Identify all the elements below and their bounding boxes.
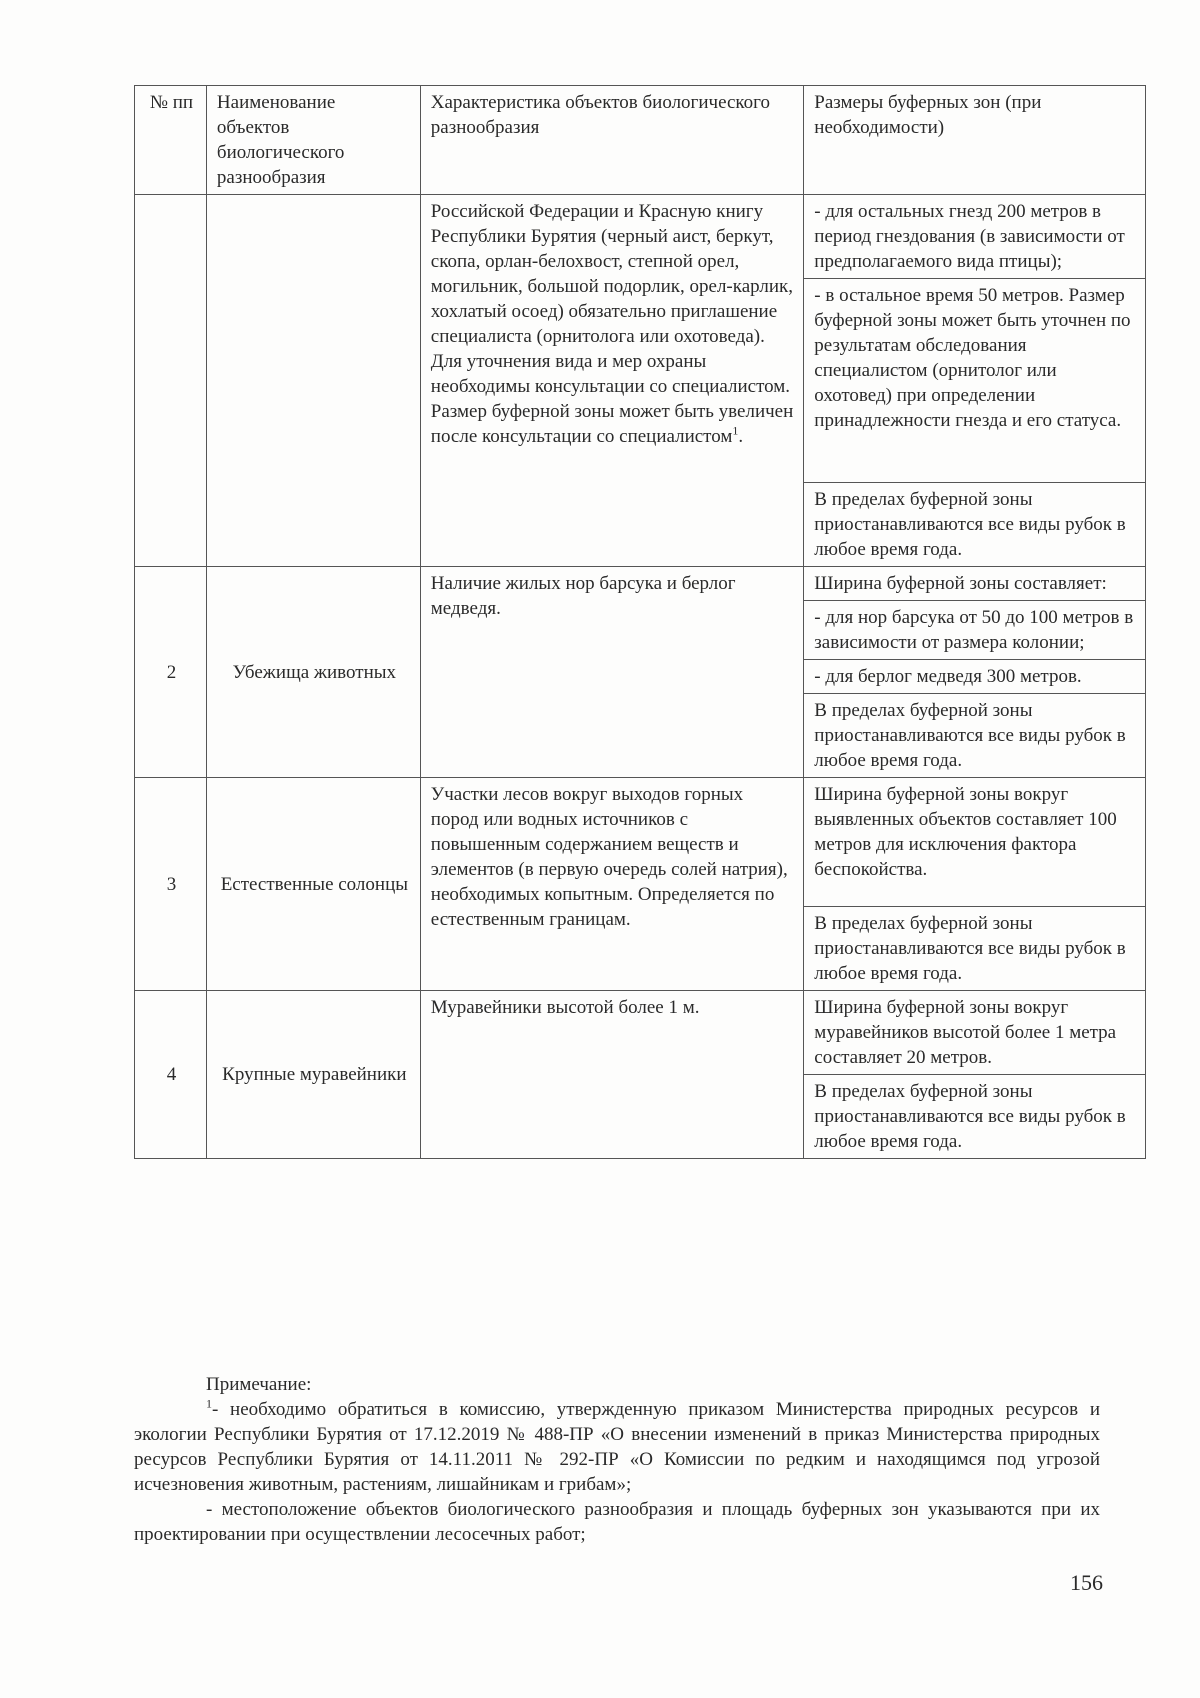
row1-buffer-c: В пределах буферной зоны приостанавливаются все виды рубок в любое время года. [804,483,1146,567]
row2-buffer-a: Ширина буферной зоны составляет: [804,567,1146,601]
row4-buffer-b: В пределах буферной зоны приостанавливаются все виды рубок в любое время года. [804,1075,1146,1159]
header-buffer: Размеры буферных зон (при необходимости) [804,86,1146,195]
header-characteristic: Характеристика объектов биологического разнообразия [420,86,804,195]
row3-characteristic: Участки лесов вокруг выходов горных пород или водных источников с повышенным содержанием веществ и элементов (в первую очередь солей натрия), необходимых копытным. Определяется по естественным границам. [420,778,804,991]
biodiversity-table [134,85,1146,1159]
table-row [135,567,1146,601]
row1-num [135,195,207,567]
note-footnote-mark: 1 [206,1396,212,1411]
row2-name: Убежища животных [206,567,420,778]
header-name: Наименование объектов биологического разнообразия [206,86,420,195]
row3-buffer-b: В пределах буферной зоны приостанавливаются все виды рубок в любое время года. [804,907,1146,991]
row4-num: 4 [135,991,207,1159]
footnote-mark: 1 [732,423,739,438]
header-num: № пп [135,86,207,195]
row1-buffer-b: - в остальное время 50 метров. Размер буферной зоны может быть уточнен по результатам обследования специалистом (орнитолог или охотовед) при определении принадлежности гнезда и его статуса. [804,279,1146,483]
row3-buffer-a: Ширина буферной зоны вокруг выявленных объектов составляет 100 метров для исключения фактора беспокойства. [804,778,1146,907]
page-number: 156 [1070,1570,1103,1595]
row1-name [206,195,420,567]
row2-num: 2 [135,567,207,778]
row4-buffer-a: Ширина буферной зоны вокруг муравейников высотой более 1 метра составляет 20 метров. [804,991,1146,1075]
table-row [135,991,1146,1075]
row2-buffer-c: - для берлог медведя 300 метров. [804,660,1146,694]
row2-buffer-b: - для нор барсука от 50 до 100 метров в зависимости от размера колонии; [804,601,1146,660]
table-header-row [135,86,1146,195]
note-item-2: - местоположение объектов биологического разнообразия и площадь буферных зон указываются при их проектировании при осуществлении лесосечных работ; [134,1499,1100,1545]
row4-name: Крупные муравейники [206,991,420,1159]
row3-num: 3 [135,778,207,991]
note-title: Примечание: [206,1374,312,1395]
notes-section [134,1372,1100,1547]
row1-characteristic: Российской Федерации и Красную книгу Республики Бурятия (черный аист, беркут, скопа, орлан-белохвост, степной орел, могильник, большой подорлик, орел-карлик, хохлатый осоед) обязательно приглашение специалиста (орнитолога или охотоведа). Для уточнения вида и мер охраны необходимы консультации со специалистом. Размер буферной зоны может быть увеличен после консультации со специалистом$^1$. [420,195,804,567]
note-item-1: $^1$- необходимо обратиться в комиссию, утвержденную приказом Министерства природных ресурсов и экологии Республики Бурятия от 17.12.2019 № 488-ПР «О внесении изменений в приказ Министерства природных ресурсов Республики Бурятия от 14.11.2011 № 292-ПР «О Комиссии по редким и находящимся под угрозой исчезновения животным, растениям, лишайникам и грибам»; [134,1396,1100,1495]
row3-name: Естественные солонцы [206,778,420,991]
table-row [135,195,1146,279]
row4-characteristic: Муравейники высотой более 1 м. [420,991,804,1159]
table-row [135,778,1146,907]
row2-characteristic: Наличие жилых нор барсука и берлог медведя. [420,567,804,778]
row1-buffer-a: - для остальных гнезд 200 метров в период гнездования (в зависимости от предполагаемого вида птицы); [804,195,1146,279]
row2-buffer-d: В пределах буферной зоны приостанавливаются все виды рубок в любое время года. [804,694,1146,778]
